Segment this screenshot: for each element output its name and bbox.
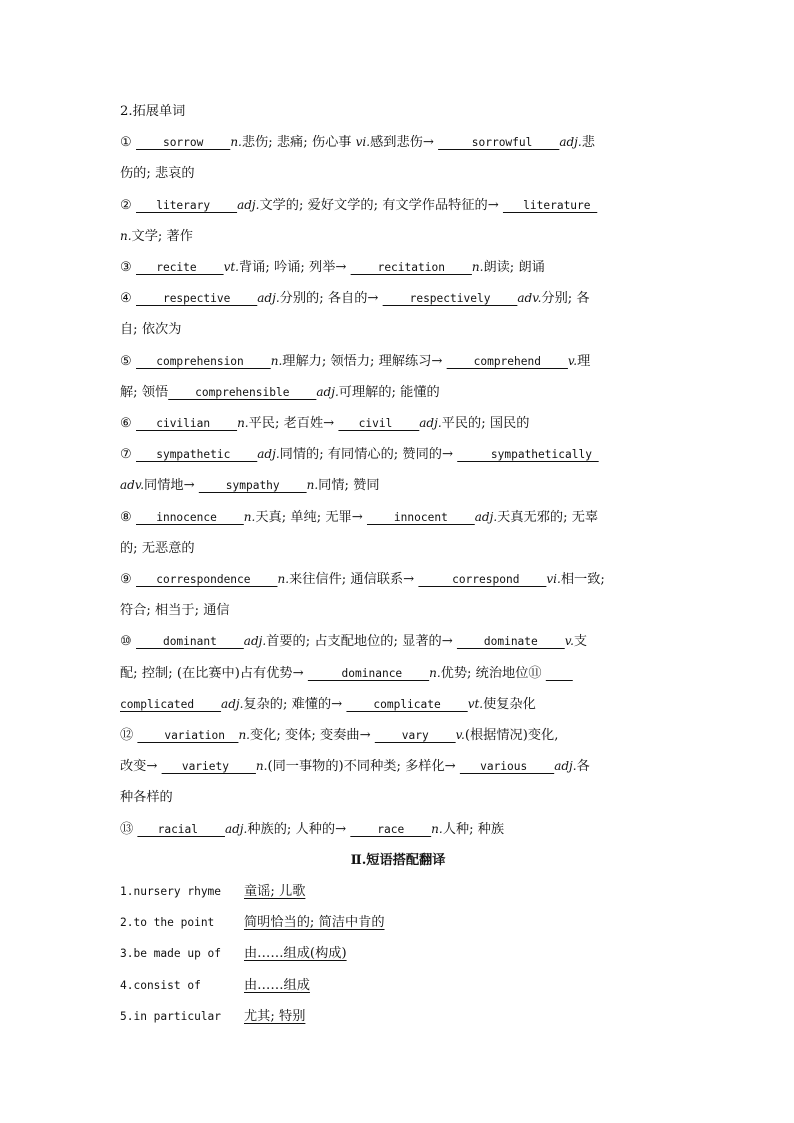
definition-text: ⑩	[120, 634, 137, 650]
answer-blank: civil	[338, 417, 420, 431]
definition-text: 伤的; 悲哀的	[120, 166, 195, 182]
definition-text: 天真; 单纯; 无罪→	[255, 509, 367, 525]
answer-blank: dominant	[136, 635, 244, 649]
part-of-speech: n.	[471, 260, 484, 275]
definition-text: 配; 控制; (在比赛中)占有优势→	[120, 665, 308, 681]
part-of-speech: v.	[564, 634, 574, 649]
vocab-line	[120, 158, 676, 189]
definition-text: 符合; 相当于; 通信	[120, 603, 230, 619]
definition-text: 解; 领悟	[120, 384, 169, 400]
vocabulary-list	[120, 127, 676, 845]
definition-text: 悲	[581, 135, 595, 151]
definition-text: (同一事物的)不同种类; 多样化→	[267, 759, 460, 775]
part-of-speech: n.	[270, 353, 283, 368]
definition-text: ⑧	[120, 509, 137, 525]
vocab-line	[120, 689, 676, 720]
answer-blank: recitation	[350, 261, 472, 275]
phrase-english: 1.nursery rhyme	[120, 885, 222, 899]
vocab-line	[120, 782, 676, 813]
vocab-line	[120, 626, 676, 657]
definition-text: 感到悲伤→	[370, 135, 439, 151]
definition-text: ⑨	[120, 572, 137, 588]
definition-text: ③	[120, 260, 137, 276]
definition-text: 同情地→	[144, 478, 199, 494]
answer-blank: civilian	[136, 417, 238, 431]
part-of-speech: adj.	[221, 696, 244, 711]
definition-text: 文学的; 爱好文学的; 有文学作品特征的→	[259, 197, 503, 213]
definition-text: 平民; 老百姓→	[248, 416, 339, 432]
definition-text: 种各样的	[120, 790, 173, 806]
answer-blank: racial	[137, 822, 225, 836]
definition-text: ⑬	[120, 821, 138, 837]
definition-text: 同情的; 有同情心的; 赞同的→	[279, 447, 458, 463]
part-of-speech: adj.	[237, 197, 260, 212]
definition-text: ④	[120, 291, 137, 307]
vocab-line	[120, 346, 676, 377]
vocab-line	[120, 377, 676, 408]
answer-blank: correspondence	[136, 573, 278, 587]
definition-text: 种族的; 人种的→	[247, 821, 351, 837]
vocab-line	[120, 127, 676, 158]
definition-text: 背诵; 吟诵; 列举→	[239, 260, 351, 276]
answer-blank: literary	[136, 198, 238, 212]
definition-text: 分别的; 各自的→	[279, 291, 383, 307]
answer-blank: recite	[136, 261, 224, 275]
part-of-speech: n.	[277, 572, 290, 587]
answer-blank: race	[350, 822, 432, 836]
phrase-translation: 童谣; 儿歌	[244, 884, 306, 900]
definition-text: 平民的; 国民的	[441, 416, 530, 432]
vocab-line	[120, 221, 676, 252]
answer-blank: complicate	[346, 697, 468, 711]
part-of-speech: v.	[455, 728, 465, 743]
part-of-speech: adj.	[243, 634, 267, 649]
answer-blank: sorrow	[136, 136, 231, 150]
phrase-english: 3.be made up of	[120, 947, 222, 961]
definition-text: 朗读; 朗诵	[483, 260, 545, 276]
phrase-translation: 由……组成	[244, 977, 310, 993]
part-of-speech: n.	[243, 509, 256, 524]
part-of-speech: n.	[230, 135, 242, 150]
part-of-speech: vi.	[355, 135, 371, 150]
definition-text: 文学; 著作	[131, 228, 193, 244]
part-of-speech: adj.	[474, 509, 498, 524]
answer-blank: innocent	[366, 510, 475, 524]
definition-text: 可理解的; 能懂的	[338, 384, 440, 400]
answer-blank: comprehend	[446, 354, 568, 368]
definition-text: ②	[120, 197, 137, 213]
answer-blank: literature	[502, 198, 598, 212]
answer-blank: vary	[374, 729, 456, 743]
answer-blank: comprehensible	[168, 385, 317, 399]
part-of-speech: adj.	[257, 447, 280, 462]
vocab-line	[120, 533, 676, 564]
vocab-line	[120, 470, 676, 501]
definition-text: ⑦	[120, 447, 137, 463]
answer-blank: sympathy	[198, 479, 307, 493]
phrase-item	[120, 1001, 676, 1032]
definition-text: 变化; 变体; 变奏曲→	[249, 728, 375, 744]
part-of-speech: adj.	[559, 135, 582, 150]
definition-text: 支	[573, 634, 588, 650]
definition-text: 理解力; 领悟力; 理解练习→	[282, 353, 447, 369]
part-of-speech: adj.	[257, 291, 280, 306]
phrase-translation: 简明恰当的; 简洁中肯的	[244, 915, 385, 931]
answer-blank: various	[459, 760, 555, 774]
definition-text: 相一致;	[560, 572, 605, 588]
vocab-line	[120, 658, 676, 689]
vocab-line	[120, 190, 676, 221]
definition-text: 人种; 种族	[442, 821, 505, 837]
part-of-speech: adv.	[517, 291, 542, 306]
definition-text: ①	[120, 135, 137, 151]
answer-blank: dominate	[456, 635, 565, 649]
answer-blank: comprehension	[136, 354, 271, 368]
answer-blank: correspond	[418, 573, 547, 587]
definition-text: 理	[577, 353, 591, 369]
phrase-list	[120, 876, 676, 1032]
part-of-speech: n.	[429, 665, 441, 680]
phrase-section-heading: Ⅱ.短语搭配翻译	[350, 852, 446, 868]
vocab-line	[120, 502, 676, 533]
vocab-line	[120, 564, 676, 595]
part-of-speech: n.	[431, 821, 443, 836]
answer-blank: variation	[137, 729, 239, 743]
worksheet-page	[120, 96, 676, 1032]
definition-text: 悲伤; 悲痛; 伤心事	[241, 135, 356, 151]
definition-text: (根据情况)变化,	[464, 728, 559, 744]
part-of-speech: n.	[306, 478, 319, 493]
definition-text: 首要的; 占支配地位的; 显著的→	[266, 634, 457, 650]
vocab-line	[120, 720, 676, 751]
definition-text: 分别; 各	[541, 291, 590, 307]
vocab-line	[120, 595, 676, 626]
answer-blank: innocence	[136, 510, 244, 524]
phrase-translation: 由……组成(构成)	[244, 946, 347, 962]
answer-blank: complicated	[120, 697, 222, 711]
phrase-translation: 尤其; 特别	[244, 1008, 306, 1024]
vocab-line	[120, 314, 676, 345]
answer-blank	[546, 658, 573, 689]
part-of-speech: vt.	[467, 696, 484, 711]
part-of-speech: n.	[238, 728, 250, 743]
answer-blank: sorrowful	[438, 136, 560, 150]
part-of-speech: n.	[255, 759, 268, 774]
definition-text: ⑥	[120, 416, 137, 432]
part-of-speech: adj.	[224, 821, 248, 836]
vocab-line	[120, 252, 676, 283]
definition-text: 各	[576, 759, 590, 775]
part-of-speech: adj.	[419, 416, 442, 431]
answer-blank: dominance	[307, 666, 430, 680]
phrase-item	[120, 907, 676, 938]
part-of-speech: adv.	[120, 478, 145, 493]
vocab-line	[120, 814, 676, 845]
phrase-item	[120, 970, 676, 1001]
vocab-line	[120, 283, 676, 314]
answer-blank: respectively	[382, 292, 518, 306]
phrase-item	[120, 876, 676, 907]
definition-text: 使复杂化	[483, 696, 536, 712]
definition-text: 优势; 统治地位⑪	[440, 665, 546, 681]
definition-text: 同情; 赞同	[318, 478, 380, 494]
section-title: 2.拓展单词	[120, 104, 186, 119]
phrase-english: 5.in particular	[120, 1009, 222, 1023]
vocab-line	[120, 439, 676, 470]
definition-text: ⑫	[120, 728, 138, 744]
answer-blank: sympathetic	[136, 448, 258, 462]
part-of-speech: adj.	[316, 384, 339, 399]
part-of-speech: n.	[237, 416, 249, 431]
answer-blank: variety	[161, 760, 256, 774]
part-of-speech: v.	[567, 353, 578, 368]
definition-text: ⑤	[120, 353, 137, 369]
definition-text: 复杂的; 难懂的→	[243, 696, 347, 712]
definition-text: 来往信件; 通信联系→	[289, 572, 419, 588]
part-of-speech: vi.	[546, 572, 561, 587]
definition-text: 改变→	[120, 759, 162, 775]
definition-text: 的; 无恶意的	[120, 540, 195, 556]
phrase-item	[120, 938, 676, 969]
part-of-speech: adj.	[554, 759, 577, 774]
phrase-english: 2.to the point	[120, 916, 215, 930]
answer-blank: respective	[136, 292, 258, 306]
phrase-english: 4.consist of	[120, 978, 201, 992]
part-of-speech: n.	[120, 228, 132, 243]
vocab-line	[120, 751, 676, 782]
part-of-speech: vt.	[223, 260, 239, 275]
answer-blank: sympathetically	[457, 448, 599, 462]
definition-text: 自; 依次为	[120, 322, 182, 338]
definition-text: 天真无邪的; 无辜	[497, 509, 599, 525]
vocab-line	[120, 408, 676, 439]
